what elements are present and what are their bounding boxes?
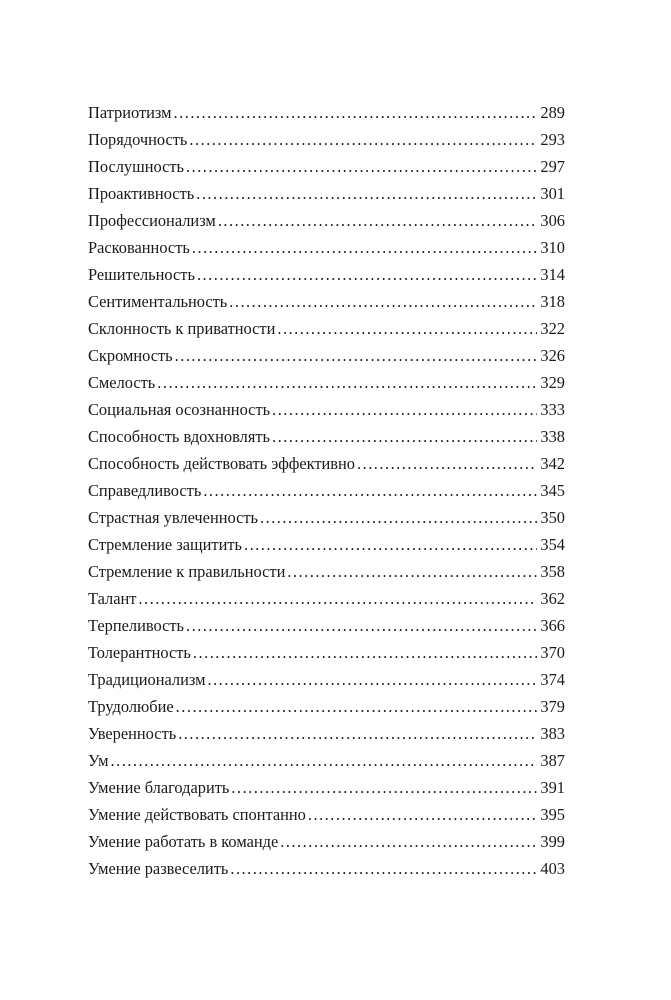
toc-entry-title: Порядочность	[88, 130, 188, 149]
toc-entry-page: 350	[540, 508, 565, 527]
dot-leader	[178, 720, 537, 747]
toc-entry-title: Скромность	[88, 346, 173, 365]
toc-entry-title: Страстная увлеченность	[88, 508, 259, 527]
dot-leader	[308, 801, 537, 828]
toc-entry-page: 326	[540, 346, 565, 365]
toc-entry	[88, 153, 565, 180]
toc-entry-title: Смелость	[88, 373, 156, 392]
toc-entry-title: Послушность	[88, 157, 184, 176]
toc-entry-page: 322	[540, 319, 565, 338]
toc-entry	[88, 720, 565, 747]
dot-leader	[175, 342, 537, 369]
toc-entry	[88, 450, 565, 477]
dot-leader	[203, 477, 537, 504]
toc-entry-title: Социальная осознанность	[88, 400, 271, 419]
dot-leader	[287, 558, 537, 585]
toc-entry	[88, 180, 565, 207]
toc-entry-title: Патриотизм	[88, 103, 172, 122]
toc-entry-page: 379	[540, 697, 565, 716]
toc-entry	[88, 234, 565, 261]
dot-leader	[272, 396, 537, 423]
toc-entry-page: 345	[540, 481, 565, 500]
toc-entry-page: 289	[540, 103, 565, 122]
toc-entry	[88, 477, 565, 504]
toc-entry-title: Талант	[88, 589, 137, 608]
toc-entry-page: 354	[540, 535, 565, 554]
toc-entry-page: 314	[540, 265, 565, 284]
toc-entry-title: Проактивность	[88, 184, 195, 203]
toc-entry	[88, 828, 565, 855]
dot-leader	[244, 531, 537, 558]
toc-entry-title: Стремление к правильности	[88, 562, 286, 581]
toc-entry-page: 342	[540, 454, 565, 473]
toc-entry-title: Терпеливость	[88, 616, 184, 635]
dot-leader	[193, 639, 537, 666]
toc-entry-title: Способность действовать эффективно	[88, 454, 356, 473]
toc-entry	[88, 558, 565, 585]
dot-leader	[230, 855, 537, 882]
toc-entry-page: 403	[540, 859, 565, 878]
toc-entry	[88, 99, 565, 126]
toc-entry	[88, 612, 565, 639]
dot-leader	[138, 585, 537, 612]
dot-leader	[357, 450, 537, 477]
toc-entry	[88, 747, 565, 774]
dot-leader	[260, 504, 537, 531]
toc-entry	[88, 585, 565, 612]
toc-entry-page: 391	[540, 778, 565, 797]
toc-entry	[88, 207, 565, 234]
toc-entry-page: 399	[540, 832, 565, 851]
toc-entry-title: Способность вдохновлять	[88, 427, 271, 446]
dot-leader	[157, 369, 537, 396]
toc-entry	[88, 396, 565, 423]
toc-entry-page: 306	[540, 211, 565, 230]
toc-entry-title: Уверенность	[88, 724, 177, 743]
dot-leader	[111, 747, 537, 774]
dot-leader	[186, 153, 537, 180]
dot-leader	[272, 423, 537, 450]
toc-entry-page: 370	[540, 643, 565, 662]
toc-entry	[88, 774, 565, 801]
dot-leader	[192, 234, 537, 261]
toc-entry-page: 297	[540, 157, 565, 176]
dot-leader	[277, 315, 537, 342]
dot-leader	[189, 126, 537, 153]
dot-leader	[231, 774, 537, 801]
toc-entry-page: 387	[540, 751, 565, 770]
toc-entry-title: Склонность к приватности	[88, 319, 276, 338]
toc-entry-title: Толерантность	[88, 643, 191, 662]
dot-leader	[229, 288, 537, 315]
toc-entry-page: 293	[540, 130, 565, 149]
toc-entry-title: Раскованность	[88, 238, 190, 257]
dot-leader	[197, 261, 537, 288]
toc-entry	[88, 639, 565, 666]
dot-leader	[280, 828, 537, 855]
toc-entry	[88, 342, 565, 369]
toc-entry-page: 310	[540, 238, 565, 257]
dot-leader	[218, 207, 537, 234]
toc-entry-title: Трудолюбие	[88, 697, 174, 716]
toc-entry	[88, 288, 565, 315]
toc-entry-page: 374	[540, 670, 565, 689]
toc-entry-page: 395	[540, 805, 565, 824]
toc-entry-page: 338	[540, 427, 565, 446]
toc-entry-title: Умение действовать спонтанно	[88, 805, 306, 824]
toc-entry	[88, 315, 565, 342]
toc-entry	[88, 693, 565, 720]
toc-entry-page: 333	[540, 400, 565, 419]
toc-entry-title: Сентиментальность	[88, 292, 228, 311]
toc-entry-title: Профессионализм	[88, 211, 216, 230]
toc-entry-title: Традиционализм	[88, 670, 206, 689]
dot-leader	[174, 99, 537, 126]
toc-entry	[88, 261, 565, 288]
toc-entry-page: 383	[540, 724, 565, 743]
table-of-contents	[88, 99, 565, 882]
toc-entry	[88, 423, 565, 450]
toc-entry	[88, 126, 565, 153]
toc-entry-title: Ум	[88, 751, 109, 770]
toc-entry-page: 301	[540, 184, 565, 203]
toc-entry	[88, 531, 565, 558]
dot-leader	[207, 666, 537, 693]
toc-entry-title: Решительность	[88, 265, 195, 284]
dot-leader	[196, 180, 537, 207]
toc-entry	[88, 504, 565, 531]
toc-entry	[88, 369, 565, 396]
toc-entry-page: 358	[540, 562, 565, 581]
toc-entry-page: 329	[540, 373, 565, 392]
toc-entry	[88, 801, 565, 828]
toc-entry-title: Справедливость	[88, 481, 202, 500]
toc-entry-page: 366	[540, 616, 565, 635]
dot-leader	[186, 612, 537, 639]
dot-leader	[176, 693, 537, 720]
toc-entry-title: Стремление защитить	[88, 535, 243, 554]
toc-entry	[88, 855, 565, 882]
toc-entry-page: 318	[540, 292, 565, 311]
toc-entry-title: Умение благодарить	[88, 778, 230, 797]
toc-entry	[88, 666, 565, 693]
toc-entry-page: 362	[540, 589, 565, 608]
toc-entry-title: Умение работать в команде	[88, 832, 279, 851]
toc-entry-title: Умение развеселить	[88, 859, 229, 878]
